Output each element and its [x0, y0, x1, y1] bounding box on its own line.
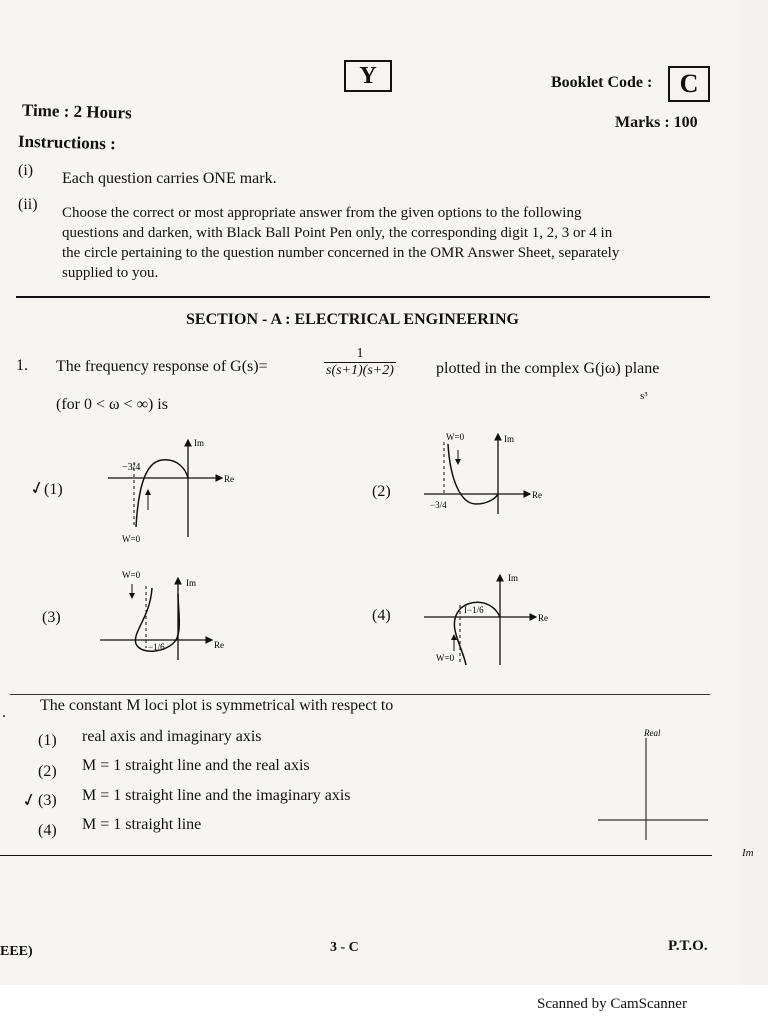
section-title: SECTION - A : ELECTRICAL ENGINEERING	[186, 311, 519, 328]
q2-text: The constant M loci plot is symmetrical with respect to	[40, 697, 394, 714]
q1-option-1-label: (1)	[44, 481, 63, 498]
bottom-divider	[0, 855, 712, 856]
instruction-ii-line: questions and darken, with Black Ball Point Pen only, the corresponding digit 1, 2, 3 or 4 in	[62, 225, 613, 241]
w0-label: W=0	[122, 570, 141, 580]
q1-option-2-label: (2)	[372, 483, 391, 500]
q1-fraction	[324, 346, 396, 379]
instruction-ii-line: the circle pertaining to the question number concerned in the OMR Answer Sheet, separately	[62, 245, 620, 261]
q2-option-1-text: real axis and imaginary axis	[82, 728, 262, 745]
sketch-im-note: Im	[742, 847, 754, 859]
marks-label: Marks : 100	[615, 114, 698, 131]
footer-page-number: 3 - C	[330, 940, 359, 955]
scanned-by-label: Scanned by CamScanner	[537, 996, 687, 1012]
instruction-ii-line: supplied to you.	[62, 265, 159, 281]
q1-option-3-label: (3)	[42, 609, 61, 626]
neg16-label: I−1/6	[464, 605, 484, 615]
q2-option-2-num: (2)	[38, 763, 57, 780]
q1-check-mark: ✓	[27, 476, 48, 500]
im-label: Im	[504, 434, 514, 444]
neg16-label: −1/6	[148, 642, 165, 652]
sketch-real-note: Real	[644, 728, 661, 738]
im-label: Im	[186, 578, 196, 588]
re-label: Re	[224, 474, 234, 484]
q1-plot-1	[100, 432, 240, 547]
q2-check-mark: ✓	[19, 788, 40, 812]
q1-text-after: plotted in the complex G(jω) plane	[436, 360, 660, 377]
q1-plot-4	[420, 565, 560, 675]
q1-text-before: The frequency response of G(s)=	[56, 358, 268, 375]
re-label: Re	[538, 613, 548, 623]
booklet-code-label: Booklet Code :	[551, 74, 653, 91]
w0-label: W=0	[436, 653, 455, 663]
im-label: Im	[508, 573, 518, 583]
set-code-box: Y	[344, 60, 392, 92]
w0-label: W=0	[446, 432, 465, 442]
booklet-code-box: C	[668, 66, 710, 102]
w0-label: W=0	[122, 534, 141, 544]
instruction-ii-line: Choose the correct or most appropriate answer from the given options to the following	[62, 205, 582, 221]
q1-option-4-label: (4)	[372, 607, 391, 624]
instruction-i-text: Each question carries ONE mark.	[62, 170, 277, 187]
nyquist-curve	[136, 460, 188, 527]
q1-plot-2	[420, 428, 550, 518]
question-divider	[10, 694, 710, 695]
scanner-footer	[0, 985, 768, 1024]
q2-option-3-num: (3)	[38, 792, 57, 809]
nyquist-curve	[448, 444, 498, 504]
time-label: Time : 2 Hours	[21, 100, 132, 123]
q1-frac-num: 1	[324, 346, 396, 363]
q2-number: .	[2, 704, 6, 721]
instruction-ii-text	[62, 203, 712, 283]
q1-scribble: s³	[640, 390, 648, 402]
q1-number: 1.	[16, 357, 28, 374]
neg34-label: −3/4	[122, 462, 141, 473]
re-label: Re	[532, 490, 542, 500]
handwritten-sketch	[590, 720, 740, 850]
section-divider	[16, 296, 710, 298]
q2-option-1-num: (1)	[38, 732, 57, 749]
q1-text	[56, 346, 716, 394]
q1-range: (for 0 < ω < ∞) is	[56, 396, 168, 413]
q1-frac-den: s(s+1)(s+2)	[326, 363, 394, 378]
q1-plot-3	[96, 568, 246, 663]
footer-pto: P.T.O.	[668, 938, 708, 954]
q2-option-3-text: M = 1 straight line and the imaginary axis	[82, 787, 351, 804]
instruction-ii-num: (ii)	[18, 196, 38, 213]
instructions-title: Instructions :	[17, 131, 117, 154]
neg34-label: −3/4	[430, 500, 447, 510]
instruction-i-num: (i)	[18, 162, 34, 179]
re-label: Re	[214, 640, 224, 650]
footer-subject: EEE)	[0, 944, 33, 959]
im-label: Im	[194, 438, 204, 448]
q2-option-4-num: (4)	[38, 822, 57, 839]
q2-option-4-text: M = 1 straight line	[82, 816, 202, 833]
q2-option-2-text: M = 1 straight line and the real axis	[82, 757, 310, 774]
